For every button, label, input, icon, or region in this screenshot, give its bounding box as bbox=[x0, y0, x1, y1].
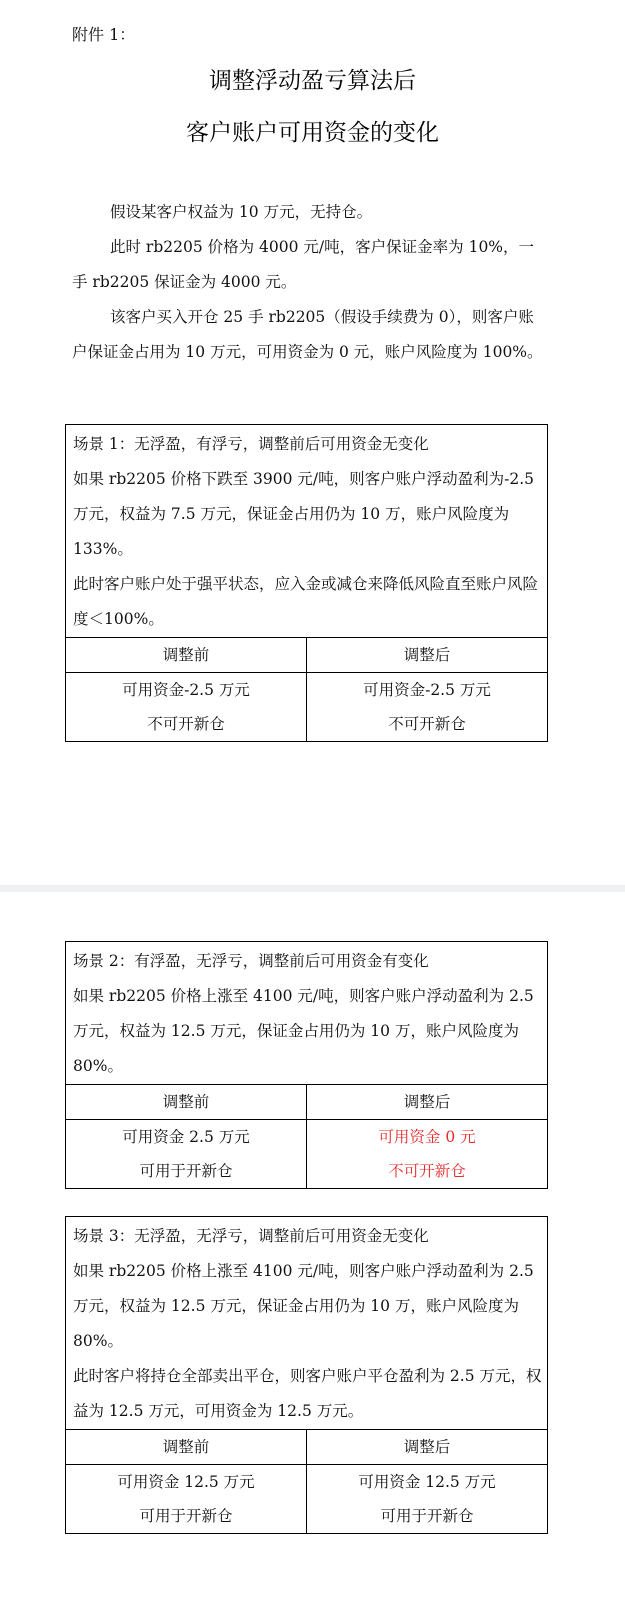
header-before: 调整前 bbox=[66, 1430, 307, 1465]
scenario-1-box bbox=[65, 424, 548, 742]
scenario-title: 场景 2：有浮盈，无浮亏，调整前后可用资金有变化 bbox=[73, 952, 429, 970]
annex-label: 附件 1： bbox=[72, 25, 136, 44]
before-funds: 可用资金 12.5 万元 bbox=[117, 1473, 255, 1491]
before-cell bbox=[66, 673, 307, 742]
header-after: 调整后 bbox=[307, 1085, 548, 1120]
before-status: 可用于开新仓 bbox=[139, 1507, 233, 1525]
scenario-paragraph: 如果 rb2205 价格上涨至 4100 元/吨，则客户账户浮动盈利为 2.5 万元，权益为 12.5 万元，保证金占用仍为 10 万，账户风险度为 80%。 bbox=[73, 1262, 534, 1350]
comparison-table bbox=[66, 637, 547, 741]
after-cell bbox=[307, 1465, 548, 1534]
comparison-table bbox=[66, 1429, 547, 1533]
after-funds: 可用资金 12.5 万元 bbox=[358, 1473, 496, 1491]
header-after: 调整后 bbox=[307, 1430, 548, 1465]
after-status: 不可开新仓 bbox=[388, 715, 466, 733]
comparison-table bbox=[66, 1084, 547, 1188]
intro-section bbox=[72, 195, 544, 370]
scenario-paragraph: 此时客户账户处于强平状态，应入金或减仓来降低风险直至账户风险度＜100%。 bbox=[73, 575, 539, 628]
after-status: 不可开新仓 bbox=[388, 1162, 466, 1180]
before-funds: 可用资金-2.5 万元 bbox=[122, 681, 250, 699]
header-after: 调整后 bbox=[307, 638, 548, 673]
scenario-title: 场景 1：无浮盈，有浮亏，调整前后可用资金无变化 bbox=[73, 435, 429, 453]
before-funds: 可用资金 2.5 万元 bbox=[122, 1128, 250, 1146]
scenario-paragraph: 如果 rb2205 价格上涨至 4100 元/吨，则客户账户浮动盈利为 2.5 万元，权益为 12.5 万元，保证金占用仍为 10 万，账户风险度为 80%。 bbox=[73, 987, 534, 1075]
after-funds: 可用资金-2.5 万元 bbox=[363, 681, 491, 699]
document-title-line-1: 调整浮动盈亏算法后 bbox=[209, 68, 416, 94]
header-before: 调整前 bbox=[66, 1085, 307, 1120]
before-cell bbox=[66, 1120, 307, 1189]
after-funds: 可用资金 0 元 bbox=[378, 1128, 476, 1146]
scenario-paragraph: 此时客户将持仓全部卖出平仓，则客户账户平仓盈利为 2.5 万元，权益为 12.5 万元，可用资金为 12.5 万元。 bbox=[73, 1367, 542, 1420]
scenario-2-box bbox=[65, 941, 548, 1189]
after-cell bbox=[307, 1120, 548, 1189]
scenario-3-box bbox=[65, 1216, 548, 1534]
scenario-title: 场景 3：无浮盈，无浮亏，调整前后可用资金无变化 bbox=[73, 1227, 429, 1245]
document-page-2 bbox=[0, 892, 625, 1623]
scenario-paragraph: 如果 rb2205 价格下跌至 3900 元/吨，则客户账户浮动盈利为-2.5 万元，权益为 7.5 万元，保证金占用仍为 10 万，账户风险度为 133%。 bbox=[73, 470, 535, 558]
intro-paragraph: 该客户买入开仓 25 手 rb2205（假设手续费为 0），则客户账户保证金占用为 10 万元，可用资金为 0 元，账户风险度为 100%。 bbox=[72, 308, 543, 361]
header-before: 调整前 bbox=[66, 638, 307, 673]
intro-paragraph: 此时 rb2205 价格为 4000 元/吨，客户保证金率为 10%，一手 rb2205 保证金为 4000 元。 bbox=[72, 238, 535, 291]
scenario-description bbox=[66, 425, 547, 637]
page-separator bbox=[0, 885, 625, 892]
before-status: 不可开新仓 bbox=[147, 715, 225, 733]
after-cell bbox=[307, 673, 548, 742]
intro-paragraph: 假设某客户权益为 10 万元，无持仓。 bbox=[110, 203, 373, 221]
after-status: 可用于开新仓 bbox=[380, 1507, 474, 1525]
scenario-description bbox=[66, 1217, 547, 1429]
document-title-line-2: 客户账户可用资金的变化 bbox=[186, 120, 439, 146]
before-cell bbox=[66, 1465, 307, 1534]
before-status: 可用于开新仓 bbox=[139, 1162, 233, 1180]
scenario-description bbox=[66, 942, 547, 1084]
